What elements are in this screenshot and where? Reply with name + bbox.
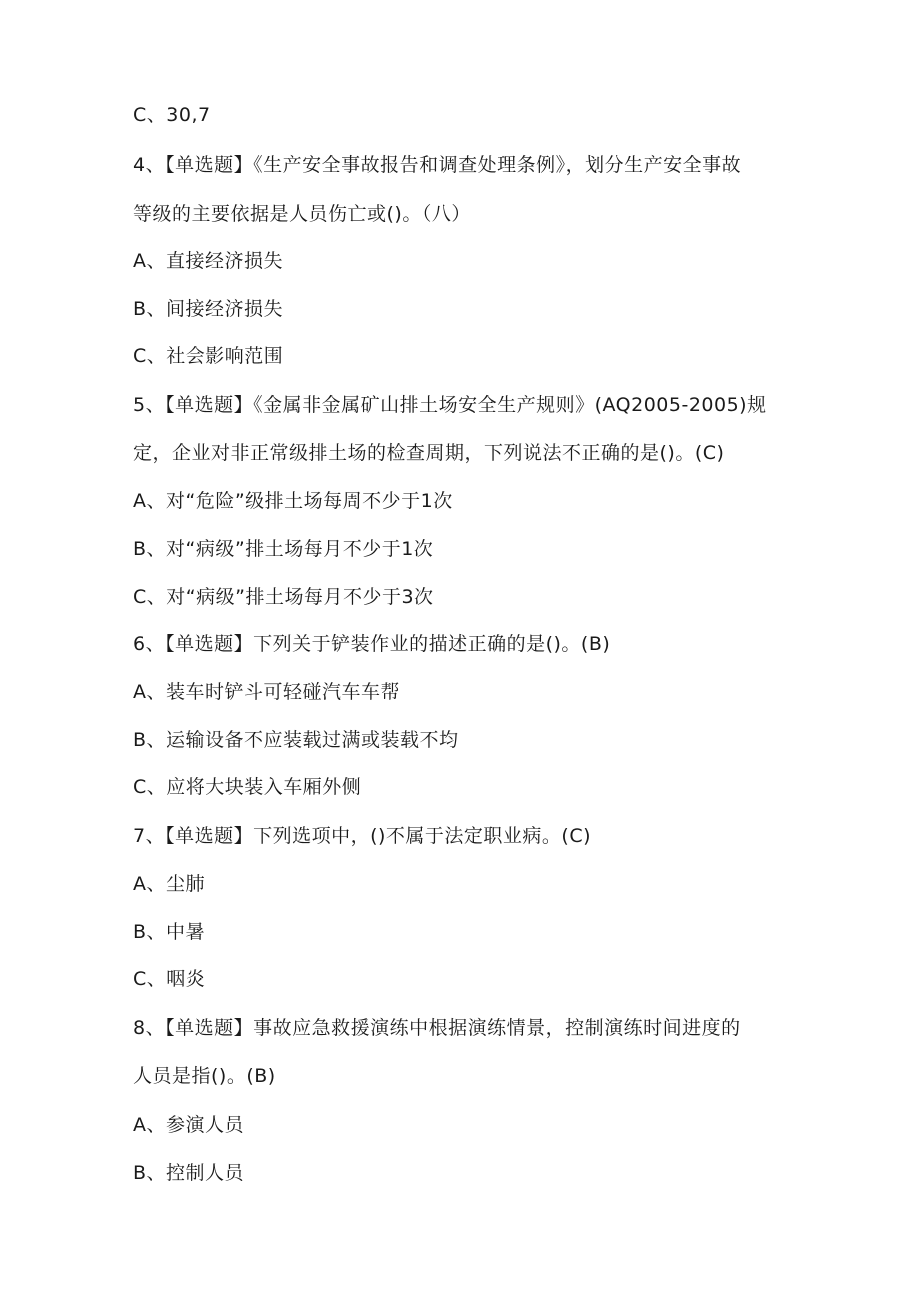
option-b-q4: B、间接经济损失: [133, 298, 284, 320]
question-8-line-2: 人员是指()。(B): [133, 1065, 276, 1087]
option-c-q3: C、30,7: [133, 104, 211, 126]
option-c-q6: C、应将大块装入车厢外侧: [133, 776, 362, 798]
option-c-q4: C、社会影响范围: [133, 345, 284, 367]
question-5-line-1: 5、【单选题】《金属非金属矿山排土场安全生产规则》(AQ2005-2005)规: [133, 394, 767, 416]
question-6: 6、【单选题】下列关于铲装作业的描述正确的是()。(B): [133, 633, 611, 655]
option-a-q6: A、装车时铲斗可轻碰汽车车帮: [133, 681, 400, 703]
option-a-q5: A、对“危险”级排土场每周不少于1次: [133, 490, 453, 512]
option-c-q7: C、咽炎: [133, 968, 206, 990]
question-4-line-2: 等级的主要依据是人员伤亡或()。（八）: [133, 203, 471, 225]
question-4-line-1: 4、【单选题】《生产安全事故报告和调查处理条例》，划分生产安全事故: [133, 154, 742, 176]
option-a-q4: A、直接经济损失: [133, 250, 283, 272]
option-b-q5: B、对“病级”排土场每月不少于1次: [133, 538, 434, 560]
option-c-q5: C、对“病级”排土场每月不少于3次: [133, 586, 434, 608]
question-5-line-2: 定，企业对非正常级排土场的检查周期，下列说法不正确的是()。(C): [133, 442, 725, 464]
option-a-q8: A、参演人员: [133, 1114, 244, 1136]
question-8-line-1: 8、【单选题】事故应急救援演练中根据演练情景，控制演练时间进度的: [133, 1017, 741, 1039]
question-7: 7、【单选题】下列选项中，()不属于法定职业病。(C): [133, 825, 592, 847]
option-b-q6: B、运输设备不应装载过满或装载不均: [133, 729, 459, 751]
option-a-q7: A、尘肺: [133, 873, 205, 895]
option-b-q7: B、中暑: [133, 921, 206, 943]
option-b-q8: B、控制人员: [133, 1162, 245, 1184]
